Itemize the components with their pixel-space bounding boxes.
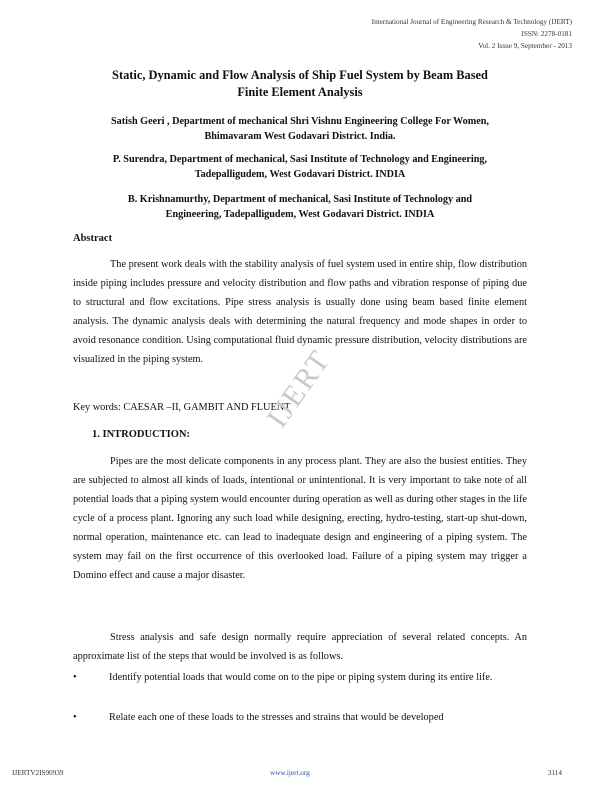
- intro-paragraph-1: Pipes are the most delicate components in any process plant. They are also the busiest entities. They are subjected to almost all kinds of loads, intentional or unintentional. It is very important to take note of all potential loads that a piping system would encounter during operation as well as during other stages in the life cycle of a process plant. Ignoring any such load while designing, erecting, hydro-testing, start-up shut-down, normal operation, maintenance etc. can lead to inadequate design and engineering of a piping system. The system may fail on the first occurrence of this overlooked load. Failure of a piping system may trigger a Domino effect and cause a major disaster.: [73, 456, 527, 581]
- author-3-line-1: B. Krishnamurthy, Department of mechanical, Sasi Institute of Technology and: [127, 194, 473, 205]
- intro-paragraph-2: Stress analysis and safe design normally require appreciation of several related concepts. An approximate list of the steps that would be involved is as follows.: [73, 632, 527, 662]
- keywords: Key words: CAESAR –II, GAMBIT AND FLUENT: [73, 402, 291, 413]
- abstract-heading: Abstract: [73, 233, 113, 244]
- author-3: [60, 192, 540, 222]
- bullet-text-2: Relate each one of these loads to the stresses and strains that would be developed: [109, 712, 444, 723]
- abstract-text: The present work deals with the stability analysis of fuel system used in entire ship, flow distribution inside piping includes pressure and velocity distribution and flow paths and vibration response of piping due to structural and flow excitations. Pipe stress analysis is usually done using beam based finite element analysis. The dynamic analysis deals with determining the natural frequency and mode shapes in order to avoid resonance condition. Using computational fluid dynamic pressure distribution, velocity distributions are visualized in the piping system.: [73, 259, 527, 365]
- bullet-item-2: [73, 708, 527, 727]
- footer-website-link[interactable]: www.ijert.org: [270, 769, 310, 777]
- footer-page-number: 3114: [547, 769, 562, 777]
- bullet-icon: •: [73, 672, 77, 683]
- author-1: [60, 114, 540, 144]
- issn: ISSN: 2278-0181: [521, 30, 572, 38]
- journal-name: International Journal of Engineering Research & Technology (IJERT): [371, 18, 572, 26]
- bullet-icon: •: [73, 712, 77, 723]
- bullet-item-1: [73, 668, 527, 687]
- author-3-line-2: Engineering, Tadepalligudem, West Godavari District. INDIA: [165, 209, 435, 220]
- footer-paper-id: IJERTV2IS90939: [12, 769, 64, 777]
- title-line-2: Finite Element Analysis: [237, 85, 363, 99]
- ijert-watermark: IJERT: [260, 343, 338, 434]
- paper-title: [60, 67, 540, 101]
- author-2: [60, 152, 540, 182]
- author-1-line-2: Bhimavaram West Godavari District. India.: [204, 131, 396, 142]
- section-heading-introduction: 1. INTRODUCTION:: [92, 429, 191, 440]
- volume-issue: Vol. 2 Issue 9, September - 2013: [478, 42, 572, 50]
- author-1-line-1: Satish Geeri , Department of mechanical Shri Vishnu Engineering College For Women,: [111, 116, 489, 127]
- author-2-line-1: P. Surendra, Department of mechanical, Sasi Institute of Technology and Engineering,: [112, 154, 488, 165]
- author-2-line-2: Tadepalligudem, West Godavari District. INDIA: [194, 169, 406, 180]
- bullet-text-1: Identify potential loads that would come on to the pipe or piping system during its entire life.: [109, 672, 493, 683]
- title-line-1: Static, Dynamic and Flow Analysis of Ship Fuel System by Beam Based: [112, 68, 488, 82]
